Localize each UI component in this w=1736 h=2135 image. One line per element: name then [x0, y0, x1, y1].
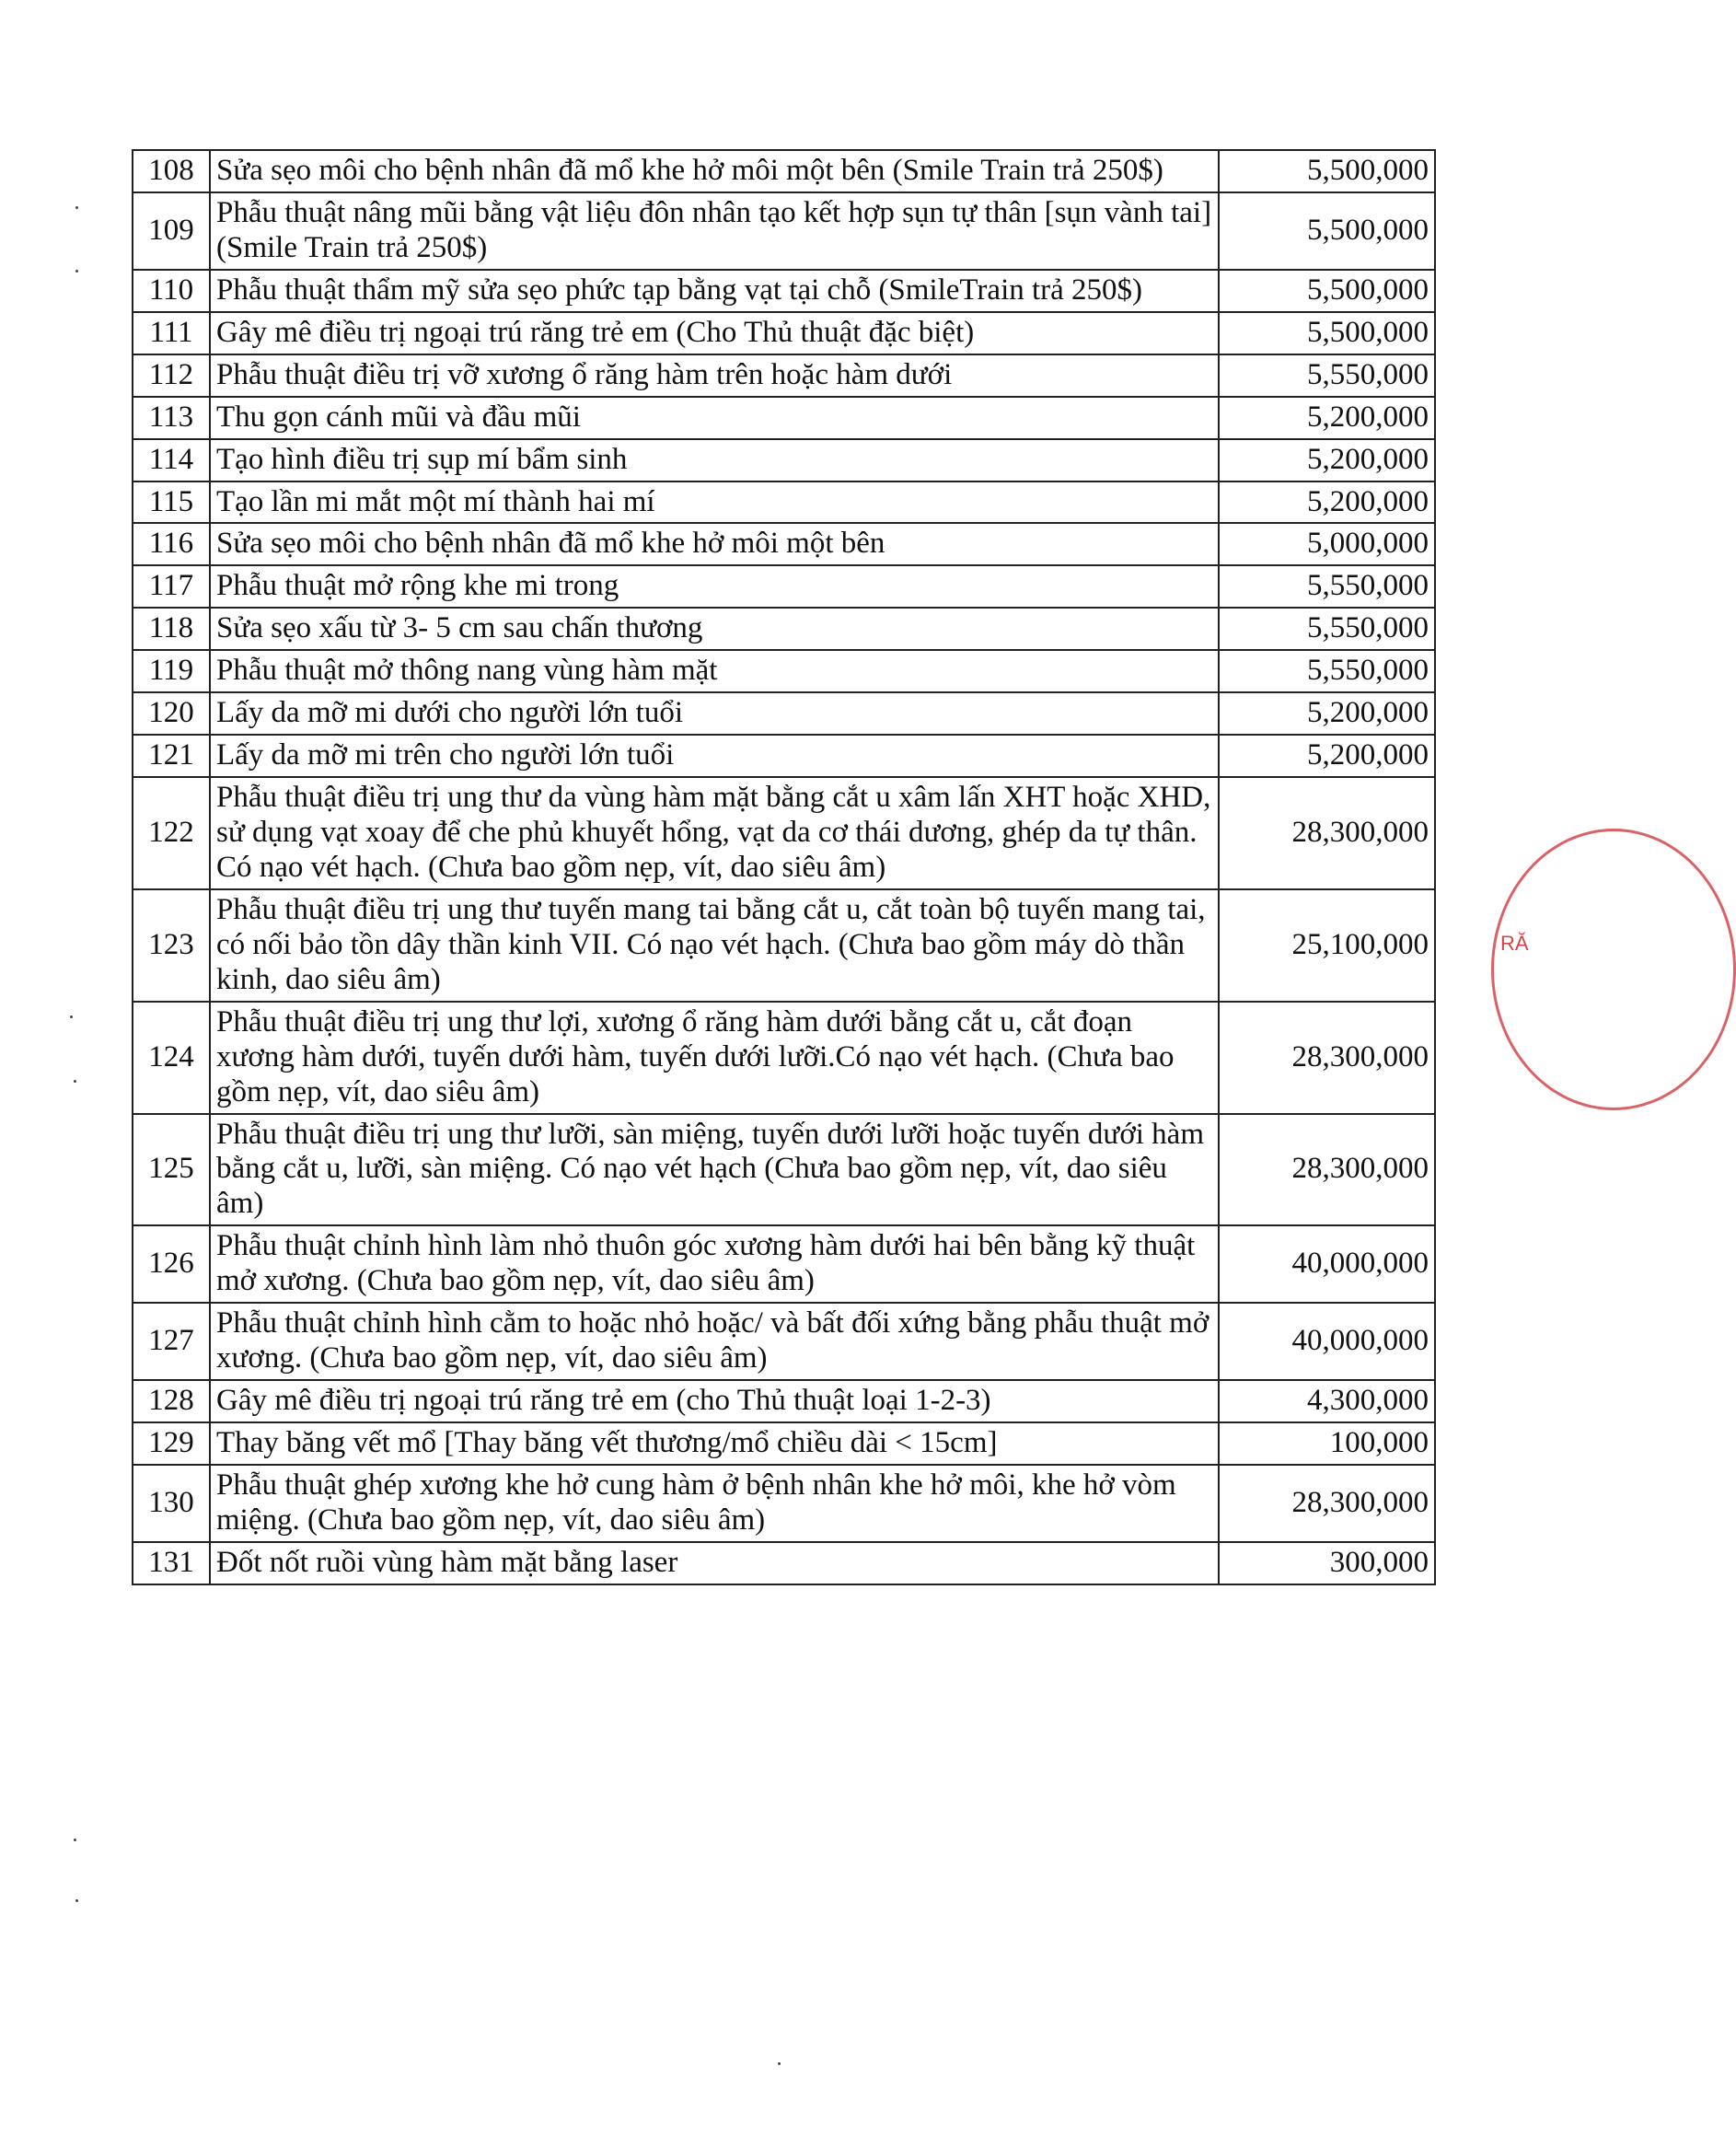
table-row: [133, 889, 1435, 1002]
row-price: 100,000: [1219, 1422, 1435, 1465]
table-row: [133, 312, 1435, 354]
row-price: 4,300,000: [1219, 1380, 1435, 1422]
table-row: [133, 1380, 1435, 1422]
table-row: [133, 1303, 1435, 1380]
row-description: Phẫu thuật điều trị ung thư lợi, xương ổ răng hàm dưới bằng cắt u, cắt đoạn xương hàm dưới, tuyến dưới hàm, tuyến dưới lưỡi.Có nạo vét hạch. (Chưa bao gồm nẹp, vít, dao siêu âm): [210, 1002, 1219, 1114]
table-row: [133, 192, 1435, 270]
table-row: [133, 692, 1435, 735]
row-price: 40,000,000: [1219, 1225, 1435, 1303]
scan-speck: [74, 1839, 76, 1841]
table-row: [133, 439, 1435, 482]
table-row: [133, 608, 1435, 650]
row-price: 300,000: [1219, 1542, 1435, 1584]
row-number: 114: [133, 439, 210, 482]
row-price: 28,300,000: [1219, 1465, 1435, 1542]
row-price: 25,100,000: [1219, 889, 1435, 1002]
table-row: [133, 1114, 1435, 1226]
row-number: 108: [133, 150, 210, 192]
row-price: 28,300,000: [1219, 777, 1435, 889]
table-row: [133, 1225, 1435, 1303]
row-description: Sửa sẹo môi cho bệnh nhân đã mổ khe hở môi một bên (Smile Train trả 250$): [210, 150, 1219, 192]
row-price: 40,000,000: [1219, 1303, 1435, 1380]
row-price: 5,000,000: [1219, 523, 1435, 565]
scan-speck: [75, 206, 78, 209]
stamp-text: RĂ: [1500, 932, 1529, 955]
row-description: Gây mê điều trị ngoại trú răng trẻ em (Cho Thủ thuật đặc biệt): [210, 312, 1219, 354]
row-description: Sửa sẹo môi cho bệnh nhân đã mổ khe hở môi một bên: [210, 523, 1219, 565]
row-description: Phẫu thuật mở rộng khe mi trong: [210, 565, 1219, 608]
row-description: Gây mê điều trị ngoại trú răng trẻ em (cho Thủ thuật loại 1-2-3): [210, 1380, 1219, 1422]
row-description: Phẫu thuật điều trị ung thư lưỡi, sàn miệng, tuyến dưới lưỡi hoặc tuyến dưới hàm bằng cắt u, lưỡi, sàn miệng. Có nạo vét hạch (Chưa bao gồm nẹp, vít, dao siêu âm): [210, 1114, 1219, 1226]
table-row: [133, 397, 1435, 439]
row-number: 126: [133, 1225, 210, 1303]
table-row: [133, 735, 1435, 777]
table-row: [133, 777, 1435, 889]
row-description: Thay băng vết mổ [Thay băng vết thương/mổ chiều dài < 15cm]: [210, 1422, 1219, 1465]
row-number: 121: [133, 735, 210, 777]
row-number: 111: [133, 312, 210, 354]
row-price: 5,550,000: [1219, 565, 1435, 608]
scan-speck: [75, 270, 78, 273]
row-price: 5,500,000: [1219, 150, 1435, 192]
table-row: [133, 565, 1435, 608]
row-price: 5,200,000: [1219, 735, 1435, 777]
price-table: [132, 149, 1436, 1585]
row-number: 125: [133, 1114, 210, 1226]
row-description: Tạo hình điều trị sụp mí bẩm sinh: [210, 439, 1219, 482]
row-number: 127: [133, 1303, 210, 1380]
row-description: Phẫu thuật điều trị vỡ xương ổ răng hàm trên hoặc hàm dưới: [210, 354, 1219, 397]
row-price: 28,300,000: [1219, 1114, 1435, 1226]
row-description: Phẫu thuật điều trị ung thư tuyến mang tai bằng cắt u, cắt toàn bộ tuyến mang tai, có nối bảo tồn dây thần kinh VII. Có nạo vét hạch. (Chưa bao gồm máy dò thần kinh, dao siêu âm): [210, 889, 1219, 1002]
row-number: 124: [133, 1002, 210, 1114]
row-number: 113: [133, 397, 210, 439]
table-row: [133, 1465, 1435, 1542]
row-price: 5,500,000: [1219, 312, 1435, 354]
red-stamp-icon: [1491, 829, 1529, 1123]
table-row: [133, 150, 1435, 192]
row-number: 122: [133, 777, 210, 889]
row-number: 120: [133, 692, 210, 735]
row-price: 5,550,000: [1219, 608, 1435, 650]
row-description: Phẫu thuật thẩm mỹ sửa sẹo phức tạp bằng vạt tại chỗ (SmileTrain trả 250$): [210, 270, 1219, 312]
scan-speck: [778, 2062, 781, 2065]
row-description: Lấy da mỡ mi dưới cho người lớn tuổi: [210, 692, 1219, 735]
table-row: [133, 1002, 1435, 1114]
row-price: 5,500,000: [1219, 270, 1435, 312]
row-number: 128: [133, 1380, 210, 1422]
row-price: 28,300,000: [1219, 1002, 1435, 1114]
row-price: 5,550,000: [1219, 650, 1435, 692]
row-description: Phẫu thuật chỉnh hình cằm to hoặc nhỏ hoặc/ và bất đối xứng bằng phẫu thuật mở xương. (Chưa bao gồm nẹp, vít, dao siêu âm): [210, 1303, 1219, 1380]
table-row: [133, 270, 1435, 312]
scan-speck: [70, 1015, 73, 1018]
row-number: 115: [133, 482, 210, 524]
row-number: 116: [133, 523, 210, 565]
row-description: Đốt nốt ruồi vùng hàm mặt bằng laser: [210, 1542, 1219, 1584]
row-number: 131: [133, 1542, 210, 1584]
row-number: 112: [133, 354, 210, 397]
row-number: 118: [133, 608, 210, 650]
row-price: 5,200,000: [1219, 692, 1435, 735]
row-number: 123: [133, 889, 210, 1002]
row-price: 5,200,000: [1219, 482, 1435, 524]
row-price: 5,500,000: [1219, 192, 1435, 270]
scan-speck: [74, 1080, 76, 1083]
row-description: Phẫu thuật nâng mũi bằng vật liệu đôn nhân tạo kết hợp sụn tự thân [sụn vành tai] (Smile Train trả 250$): [210, 192, 1219, 270]
row-number: 119: [133, 650, 210, 692]
scan-speck: [75, 1899, 78, 1902]
row-price: 5,550,000: [1219, 354, 1435, 397]
row-number: 129: [133, 1422, 210, 1465]
table-row: [133, 354, 1435, 397]
stamp-ring: [1491, 829, 1736, 1110]
row-price: 5,200,000: [1219, 439, 1435, 482]
row-number: 117: [133, 565, 210, 608]
row-description: Phẫu thuật chỉnh hình làm nhỏ thuôn góc xương hàm dưới hai bên bằng kỹ thuật mở xương. (Chưa bao gồm nẹp, vít, dao siêu âm): [210, 1225, 1219, 1303]
table-row: [133, 523, 1435, 565]
table-row: [133, 1542, 1435, 1584]
table-row: [133, 482, 1435, 524]
row-number: 109: [133, 192, 210, 270]
row-description: Lấy da mỡ mi trên cho người lớn tuổi: [210, 735, 1219, 777]
row-description: Phẫu thuật ghép xương khe hở cung hàm ở bệnh nhân khe hở môi, khe hở vòm miệng. (Chưa bao gồm nẹp, vít, dao siêu âm): [210, 1465, 1219, 1542]
row-description: Tạo lần mi mắt một mí thành hai mí: [210, 482, 1219, 524]
row-description: Phẫu thuật mở thông nang vùng hàm mặt: [210, 650, 1219, 692]
row-price: 5,200,000: [1219, 397, 1435, 439]
table-row: [133, 1422, 1435, 1465]
table-row: [133, 650, 1435, 692]
row-description: Thu gọn cánh mũi và đầu mũi: [210, 397, 1219, 439]
row-description: Phẫu thuật điều trị ung thư da vùng hàm mặt bằng cắt u xâm lấn XHT hoặc XHD, sử dụng vạt xoay để che phủ khuyết hổng, vạt da cơ thái dương, ghép da tự thân. Có nạo vét hạch. (Chưa bao gồm nẹp, vít, dao siêu âm): [210, 777, 1219, 889]
row-number: 130: [133, 1465, 210, 1542]
row-description: Sửa sẹo xấu từ 3- 5 cm sau chấn thương: [210, 608, 1219, 650]
row-number: 110: [133, 270, 210, 312]
